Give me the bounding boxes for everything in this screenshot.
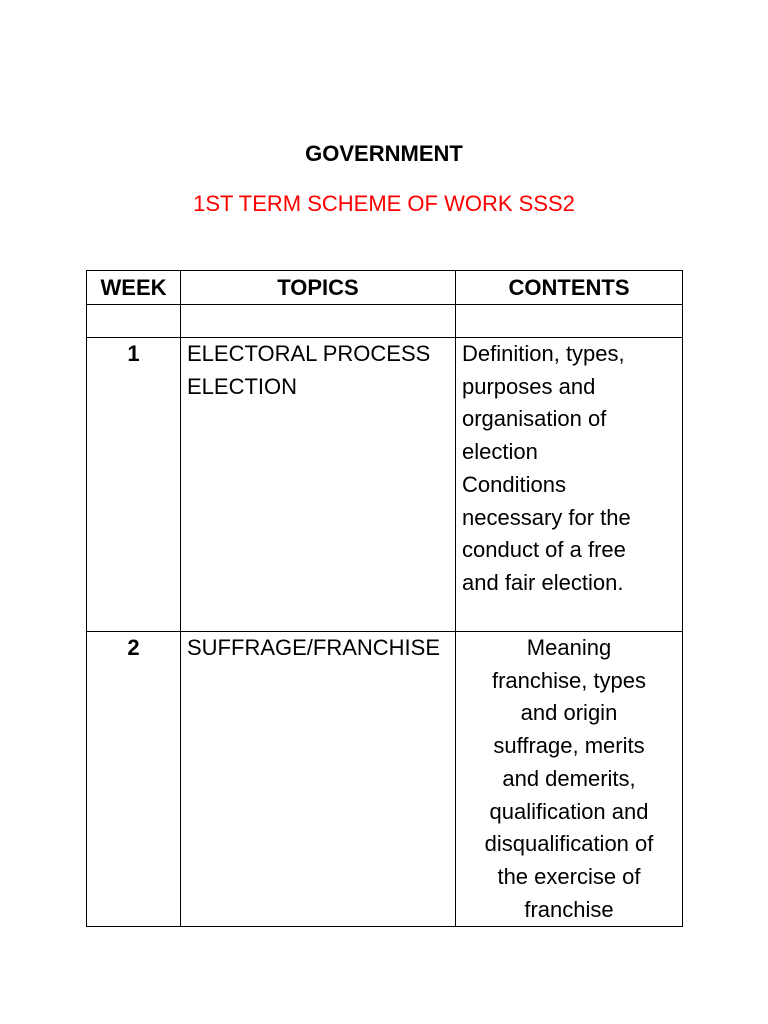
content-line: necessary for the [462, 504, 631, 530]
content-line: conduct of a free [462, 537, 626, 563]
header-topics: TOPICS [181, 271, 456, 305]
blank-cell [87, 305, 181, 338]
content-line: suffrage, merits [493, 733, 645, 759]
week-cell: 1 [87, 338, 181, 632]
contents-cell [456, 632, 683, 927]
table-row [87, 338, 683, 632]
blank-cell [456, 305, 683, 338]
blank-row [87, 305, 683, 338]
content-line: Conditions [462, 471, 566, 497]
week-cell: 2 [87, 632, 181, 927]
content-line: organisation of [462, 406, 607, 432]
content-line: franchise, types [491, 667, 647, 693]
content-line: the exercise of [497, 863, 641, 889]
header-contents: CONTENTS [456, 271, 683, 305]
topic-line: ELECTORAL PROCESS [187, 341, 431, 366]
content-line: franchise [524, 896, 614, 922]
content-line: disqualification of [484, 831, 654, 857]
content-line: election [462, 439, 538, 465]
blank-cell [181, 305, 456, 338]
content-line: and demerits, [502, 765, 636, 791]
topic-cell [181, 338, 456, 632]
content-line: Meaning [526, 635, 612, 660]
content-line: and fair election. [462, 569, 624, 595]
topic-line: SUFFRAGE/FRANCHISE [187, 635, 441, 660]
topic-line: ELECTION [187, 373, 298, 399]
contents-cell [456, 338, 683, 632]
table-header-row [87, 271, 683, 305]
document-subtitle: 1ST TERM SCHEME OF WORK SSS2 [193, 191, 575, 216]
document-title: GOVERNMENT [305, 141, 463, 166]
topic-cell [181, 632, 456, 927]
content-line: qualification and [489, 798, 649, 824]
scheme-of-work-table [86, 270, 683, 927]
table-row [87, 632, 683, 927]
content-line: and origin [520, 700, 618, 726]
content-line: Definition, types, [462, 341, 625, 366]
header-week: WEEK [87, 271, 181, 305]
content-line: purposes and [462, 373, 596, 399]
